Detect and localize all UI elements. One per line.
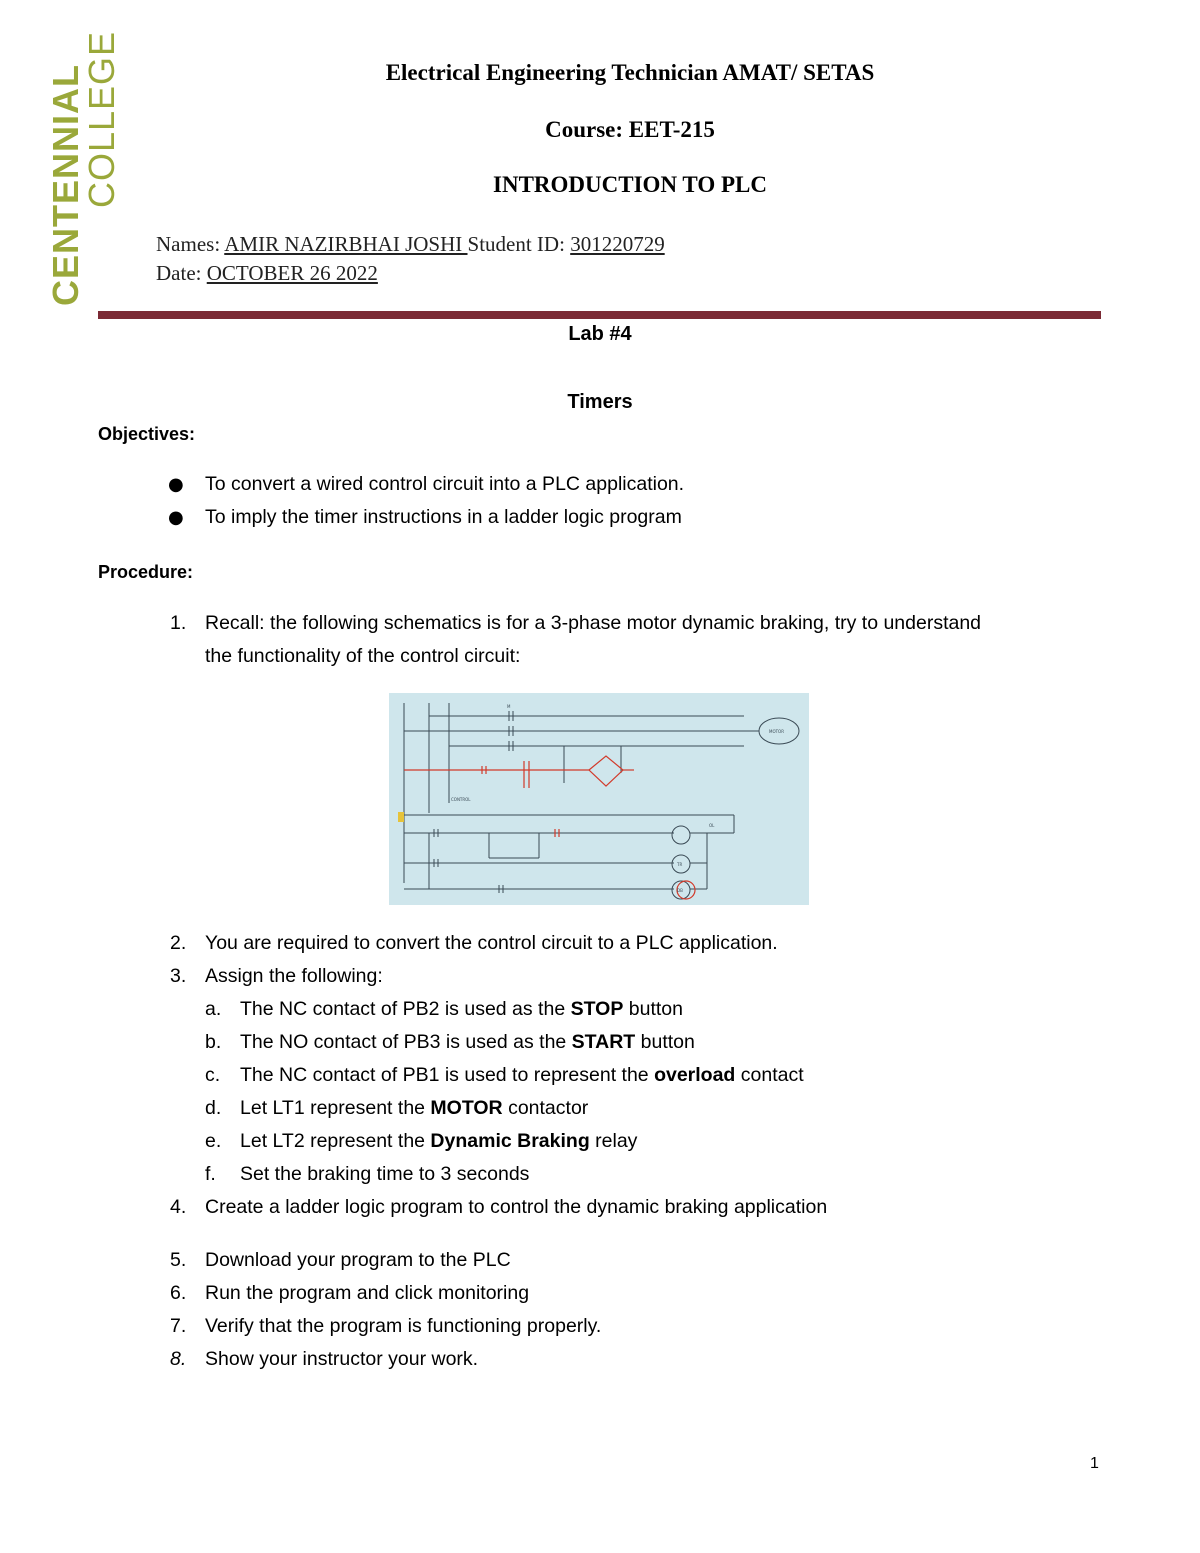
- sub-item-emphasis: MOTOR: [430, 1097, 503, 1119]
- sub-item-emphasis: overload: [654, 1064, 736, 1086]
- dynamic-braking-schematic: [389, 693, 809, 905]
- step-number: 2.: [170, 932, 187, 954]
- header-divider: [98, 311, 1101, 319]
- sub-item: [240, 998, 683, 1021]
- diagram-label-db: DB: [677, 888, 683, 893]
- sub-item-text: relay: [589, 1130, 638, 1152]
- names-line: [156, 232, 665, 257]
- step-number: 4.: [170, 1196, 187, 1218]
- lab-subtitle: Timers: [567, 391, 633, 413]
- step-number: 1.: [170, 612, 187, 634]
- sub-item-emphasis: STOP: [570, 998, 624, 1020]
- page-number: 1: [1090, 1455, 1099, 1472]
- diagram-label-tr: TR: [677, 862, 683, 867]
- sub-letter: f.: [205, 1163, 216, 1185]
- step-2-text: You are required to convert the control circuit to a PLC application.: [205, 932, 778, 954]
- sub-item-text: Set the braking time to 3 seconds: [240, 1163, 530, 1185]
- sub-item-text: Let LT1 represent the: [240, 1097, 431, 1119]
- sub-item-text: contactor: [502, 1097, 589, 1119]
- bullet-icon: ●: [168, 507, 184, 528]
- date-value: OCTOBER 26 2022: [206, 261, 378, 285]
- diagram-label-control: CONTROL: [451, 797, 471, 802]
- logo-word-centennial: CENTENNIAL: [48, 64, 86, 306]
- names-value: AMIR NAZIRBHAI JOSHI: [224, 232, 468, 256]
- step-1-line-2: the functionality of the control circuit:: [205, 645, 521, 667]
- sub-item-text: contact: [735, 1064, 804, 1086]
- sub-item-text: The NC contact of PB2 is used as the: [240, 998, 571, 1020]
- sub-letter: d.: [205, 1097, 222, 1119]
- step-5-text: Download your program to the PLC: [205, 1249, 511, 1271]
- sub-letter: b.: [205, 1031, 222, 1053]
- step-4-text: Create a ladder logic program to control the dynamic braking application: [205, 1196, 828, 1218]
- college-logo: [48, 28, 118, 308]
- step-7-text: Verify that the program is functioning properly.: [205, 1315, 602, 1337]
- student-id-label: Student ID:: [467, 232, 571, 256]
- sub-item-emphasis: START: [571, 1031, 636, 1053]
- sub-item: [240, 1097, 588, 1120]
- step-6-text: Run the program and click monitoring: [205, 1282, 530, 1304]
- lab-title: Lab #4: [568, 323, 632, 345]
- step-number: 8.: [170, 1348, 187, 1370]
- program-title: Electrical Engineering Technician AMAT/ SETAS: [385, 60, 875, 85]
- step-number: 7.: [170, 1315, 187, 1337]
- date-line: [156, 261, 378, 286]
- sub-item-text: The NC contact of PB1 is used to represent the: [240, 1064, 655, 1086]
- sub-item-emphasis: Dynamic Braking: [430, 1130, 590, 1152]
- sub-item-text: button: [635, 1031, 695, 1053]
- diagram-label-ol: OL: [709, 823, 715, 828]
- step-8-text: Show your instructor your work.: [205, 1348, 479, 1370]
- sub-letter: a.: [205, 998, 222, 1020]
- objective-item: To imply the timer instructions in a ladder logic program: [205, 506, 682, 528]
- sub-letter: e.: [205, 1130, 222, 1152]
- procedure-heading: Procedure:: [98, 562, 194, 582]
- student-id-value: 301220729: [570, 232, 665, 256]
- sub-item: [240, 1031, 695, 1054]
- document-title: INTRODUCTION TO PLC: [493, 172, 767, 197]
- logo-word-college: COLLEGE: [81, 30, 118, 208]
- date-label: Date:: [156, 261, 207, 285]
- names-label: Names:: [156, 232, 225, 256]
- sub-item: [240, 1163, 529, 1186]
- step-number: 3.: [170, 965, 187, 987]
- sub-letter: c.: [205, 1064, 221, 1086]
- diagram-label-m: M: [507, 704, 511, 709]
- bullet-icon: ●: [168, 474, 184, 495]
- sub-item-text: The NO contact of PB3 is used as the: [240, 1031, 572, 1053]
- step-3-text: Assign the following:: [205, 965, 383, 987]
- sub-item-text: Let LT2 represent the: [240, 1130, 431, 1152]
- objective-item: To convert a wired control circuit into a PLC application.: [205, 473, 685, 495]
- objectives-heading: Objectives:: [98, 424, 196, 444]
- step-1-line-1: Recall: the following schematics is for a 3-phase motor dynamic braking, try to understand: [205, 612, 982, 634]
- sub-item: [240, 1130, 637, 1153]
- step-number: 6.: [170, 1282, 187, 1304]
- sub-item: [240, 1064, 804, 1087]
- step-number: 5.: [170, 1249, 187, 1271]
- course-title: Course: EET-215: [545, 117, 715, 142]
- sub-item-text: button: [623, 998, 683, 1020]
- diagram-label-motor: MOTOR: [769, 729, 784, 734]
